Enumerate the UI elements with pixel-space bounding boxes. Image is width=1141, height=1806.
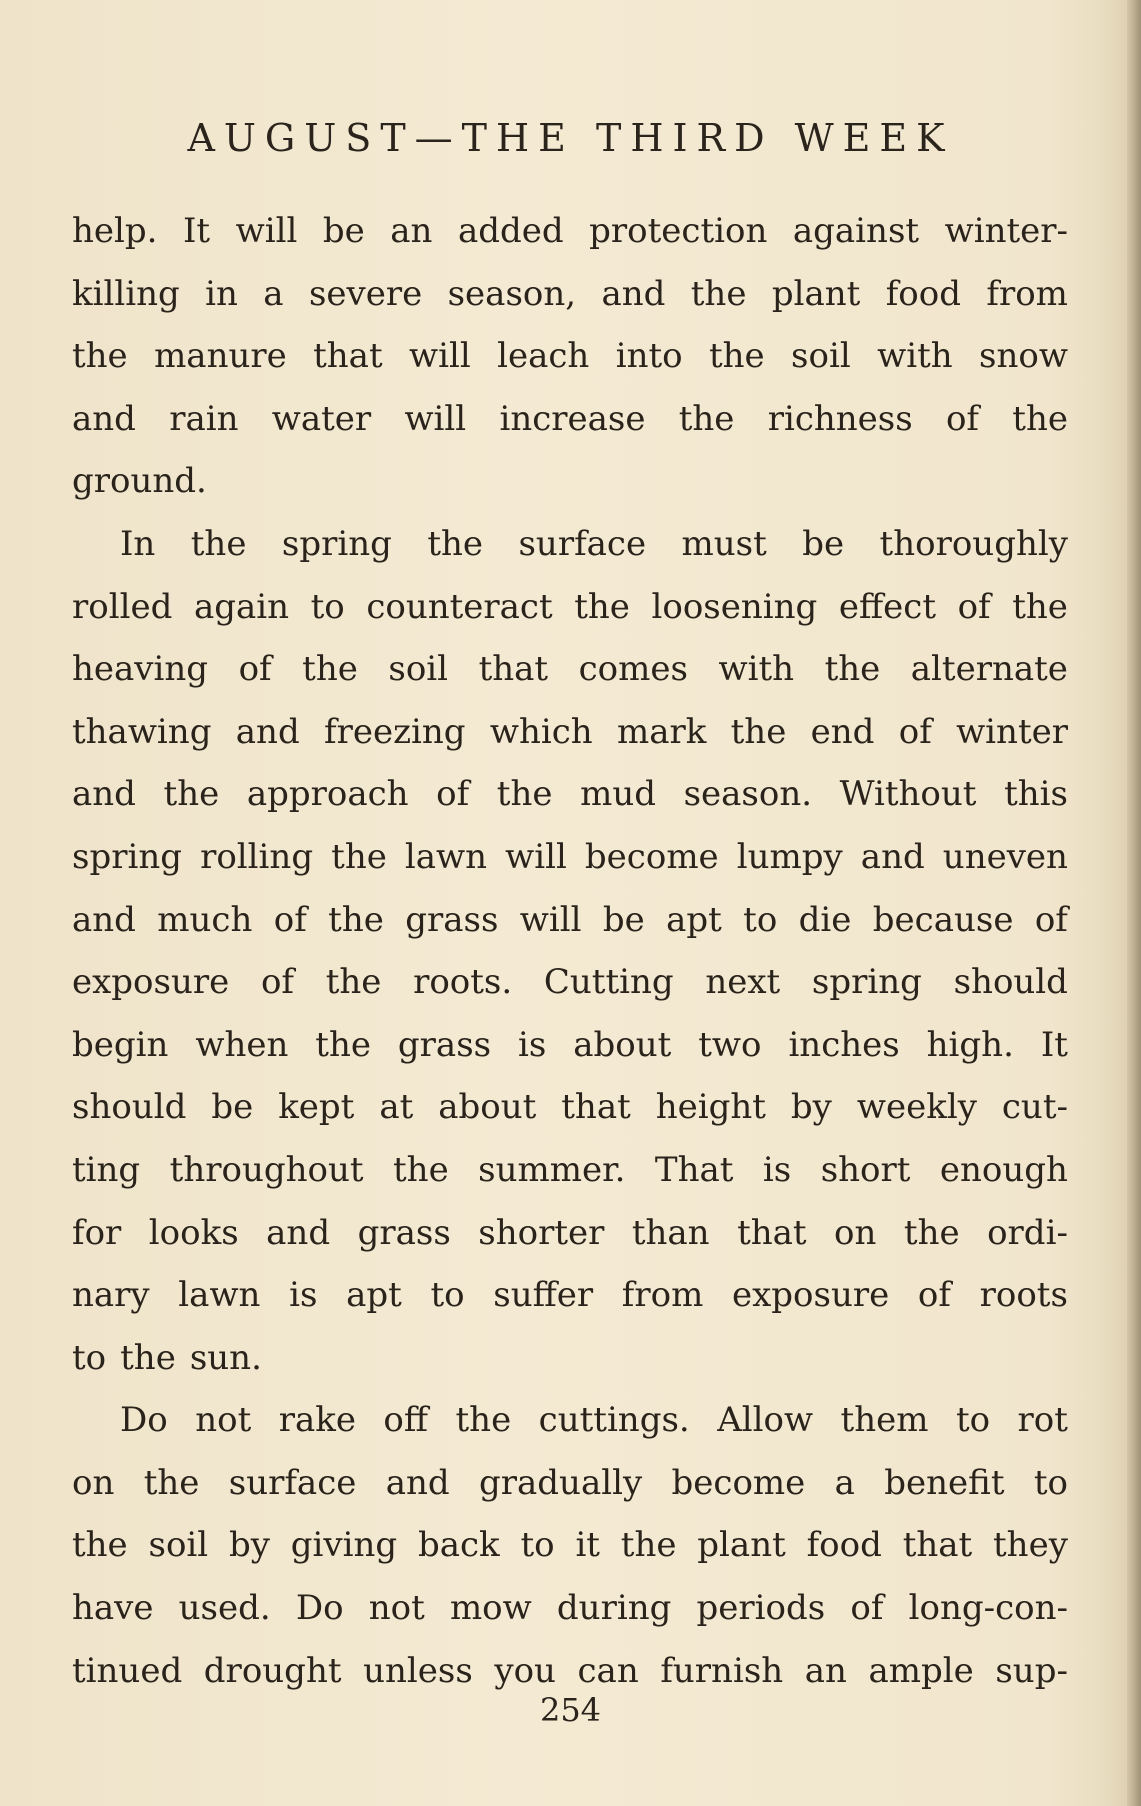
text-line: ting throughout the summer. That is short enough <box>72 1149 1068 1190</box>
text-line: and the approach of the mud season. Without this <box>72 774 1068 815</box>
text-line: killing in a severe season, and the plant food from <box>72 273 1068 314</box>
text-line: heaving of the soil that comes with the alternate <box>72 649 1068 690</box>
text-line: spring rolling the lawn will become lumpy and uneven <box>72 836 1068 877</box>
text-line: tinued drought unless you can furnish an ample sup- <box>72 1650 1068 1691</box>
running-head: AUGUST—THE THIRD WEEK <box>187 116 954 160</box>
text-line: Do not rake off the cuttings. Allow them to rot <box>120 1400 1068 1441</box>
text-line: begin when the grass is about two inches high. It <box>72 1024 1068 1065</box>
text-line: exposure of the roots. Cutting next spring should <box>72 962 1068 1003</box>
text-line: ground. <box>72 461 207 502</box>
text-line: on the surface and gradually become a benefit to <box>72 1462 1068 1503</box>
text-line: to the sun. <box>72 1337 262 1378</box>
text-line: nary lawn is apt to suffer from exposure of roots <box>72 1275 1068 1316</box>
text-line: the manure that will leach into the soil with snow <box>72 336 1068 377</box>
page-edge-shadow <box>1127 0 1141 1806</box>
text-line: In the spring the surface must be thoroughly <box>120 523 1068 564</box>
text-line: rolled again to counteract the loosening effect of the <box>72 586 1068 627</box>
page-number: 254 <box>539 1691 602 1729</box>
body-text <box>72 200 1068 1702</box>
text-line: the soil by giving back to it the plant food that they <box>72 1525 1068 1566</box>
text-line: and much of the grass will be apt to die because of <box>72 899 1068 940</box>
text-line: and rain water will increase the richness of the <box>72 398 1068 439</box>
text-line: help. It will be an added protection against winter- <box>72 211 1068 251</box>
text-line: for looks and grass shorter than that on the ordi- <box>72 1212 1068 1253</box>
text-line: thawing and freezing which mark the end of winter <box>72 711 1068 752</box>
text-line: should be kept at about that height by weekly cut- <box>72 1087 1068 1128</box>
text-line: have used. Do not mow during periods of long-con- <box>72 1588 1068 1629</box>
